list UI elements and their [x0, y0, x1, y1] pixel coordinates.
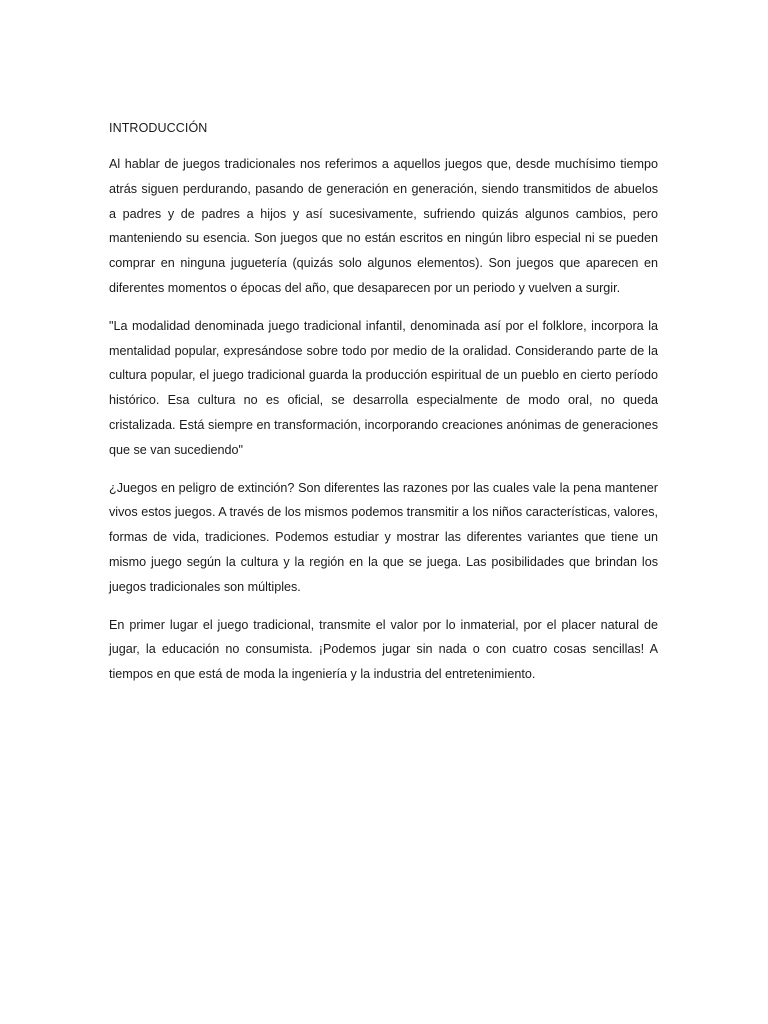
paragraph-intro: Al hablar de juegos tradicionales nos referimos a aquellos juegos que, desde muchísimo tiempo atrás siguen perdurando, pasando de generación en generación, siendo transmitidos de abuelos a padres y de padres a hijos y así sucesivamente, sufriendo quizás algunos cambios, pero manteniendo su esencia. Son juegos que no están escritos en ningún libro especial ni se pueden comprar en ninguna juguetería (quizás solo algunos elementos). Son juegos que aparecen en diferentes momentos o épocas del año, que desaparecen por un periodo y vuelven a surgir.: [109, 157, 658, 295]
paragraph-quote: "La modalidad denominada juego tradicional infantil, denominada así por el folklore, incorpora la mentalidad popular, expresándose sobre todo por medio de la oralidad. Considerando parte de la cultura popular, el juego tradicional guarda la producción espiritual de un pueblo en cierto período histórico. Esa cultura no es oficial, se desarrolla especialmente de modo oral, no queda cristalizada. Está siempre en transformación, incorporando creaciones anónimas de generaciones que se van sucediendo": [109, 318, 658, 457]
paragraph-extinction: ¿Juegos en peligro de extinción? Son diferentes las razones por las cuales vale la pena mantener vivos estos juegos. A través de los mismos podemos transmitir a los niños características, valores, formas de vida, tradiciones. Podemos estudiar y mostrar las diferentes variantes que tiene un mismo juego según la cultura y la región en la que se juega. Las posibilidades que brindan los juegos tradicionales son múltiples.: [109, 480, 658, 594]
paragraph-values: En primer lugar el juego tradicional, transmite el valor por lo inmaterial, por el placer natural de jugar, la educación no consumista. ¡Podemos jugar sin nada o con cuatro cosas sencillas! A tiempos en que está de moda la ingeniería y la industria del entretenimiento.: [109, 617, 658, 682]
page-title: INTRODUCCIÓN: [109, 121, 208, 135]
